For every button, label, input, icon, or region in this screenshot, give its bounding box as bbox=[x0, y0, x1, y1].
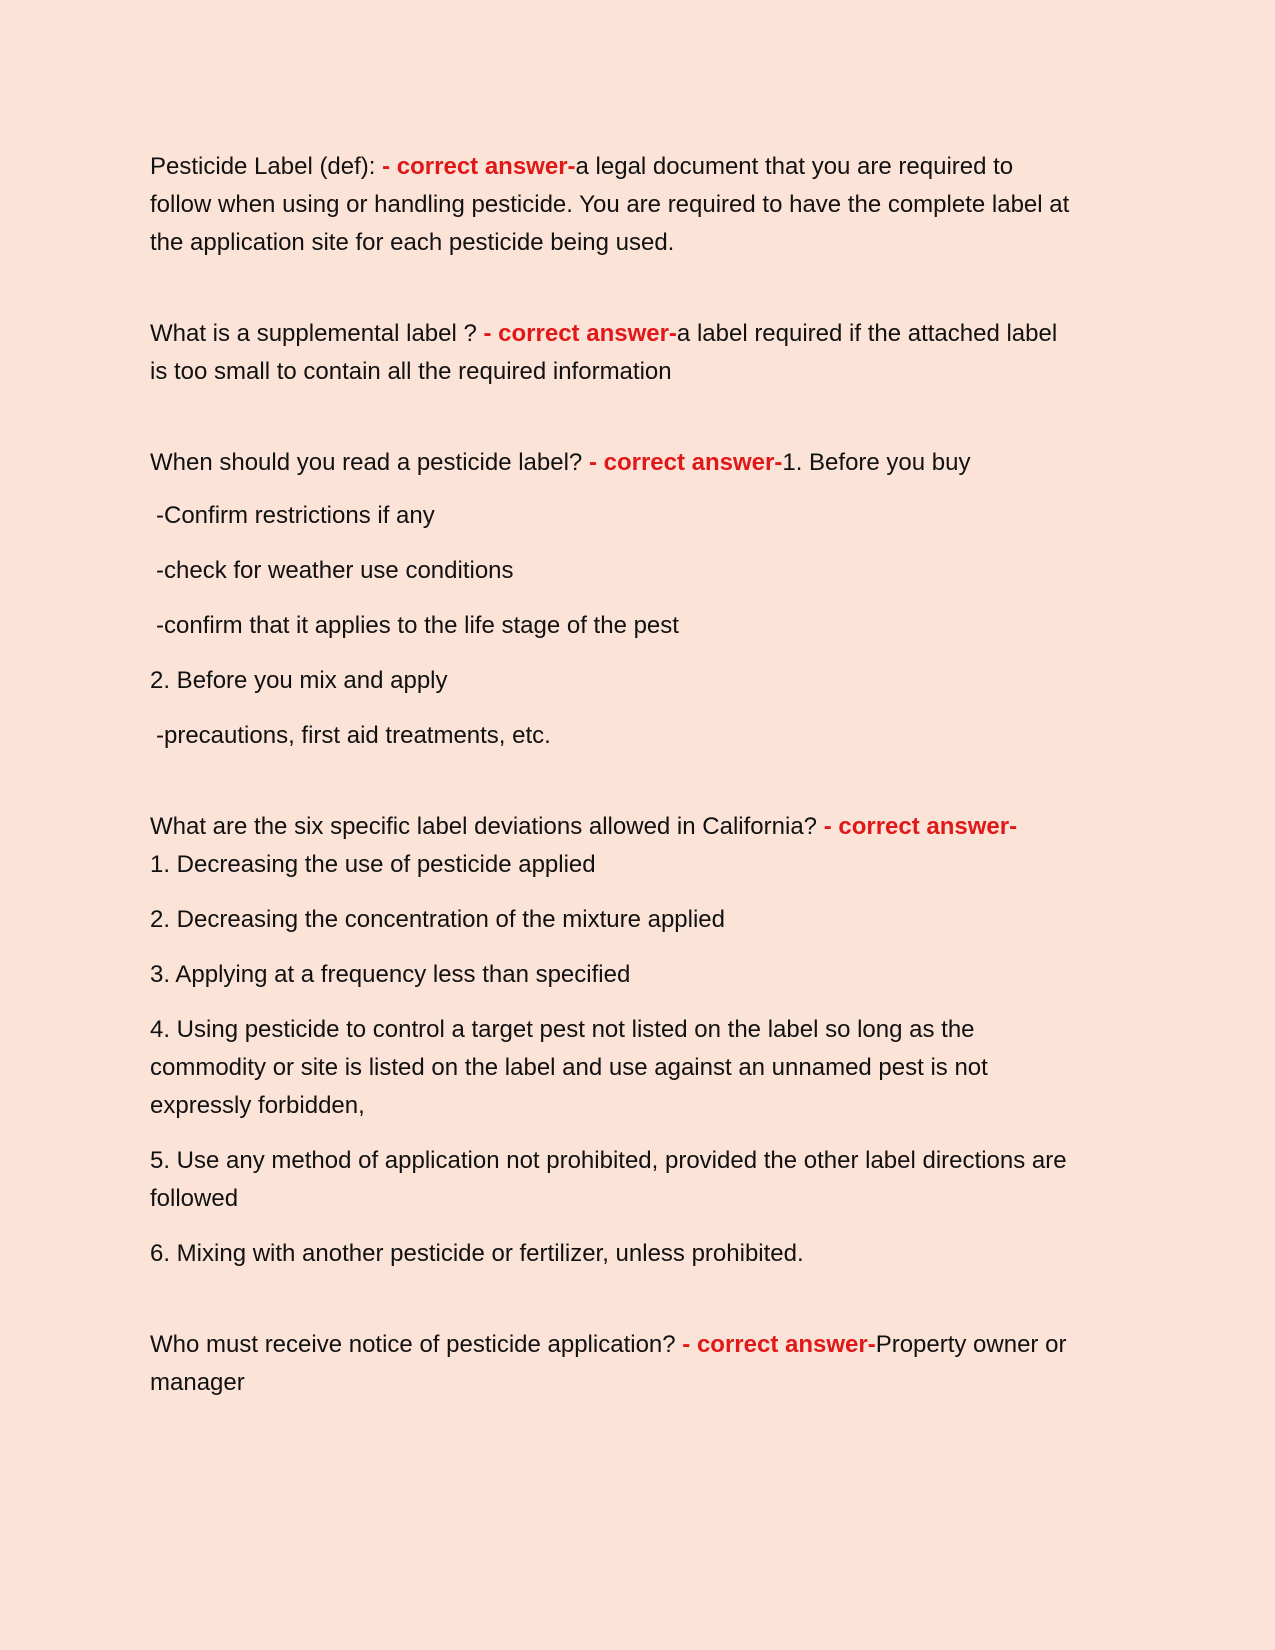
qa-item-label-deviations bbox=[150, 808, 1075, 1273]
answer-list-item: 2. Decreasing the concentration of the mixture applied bbox=[150, 906, 726, 933]
answer-list-item: -check for weather use conditions bbox=[156, 557, 514, 584]
answer-list-item: -Confirm restrictions if any bbox=[156, 502, 435, 529]
qa-item-when-read-label bbox=[150, 444, 1075, 755]
answer-text: Property owner or manager bbox=[150, 1331, 1067, 1396]
answer-list-item: 3. Applying at a frequency less than specified bbox=[150, 961, 631, 988]
answer-text: a legal document that you are required to follow when using or handling pesticide. You are required to have the complete label at the application site for each pesticide being used. bbox=[150, 153, 1070, 256]
question-text: Who must receive notice of pesticide application? bbox=[150, 1331, 683, 1358]
answer-list-item: 4. Using pesticide to control a target pest not listed on the label so long as the commodity or site is listed on the label and use against an unnamed pest is not expressly forbidden, bbox=[150, 1016, 988, 1119]
answer-marker: - correct answer- bbox=[682, 1331, 876, 1358]
answer-text: 1. Before you buy bbox=[782, 449, 971, 476]
qa-item-notice-recipient bbox=[150, 1326, 1075, 1402]
answer-list-item: -confirm that it applies to the life stage of the pest bbox=[156, 612, 679, 639]
answer-marker: - correct answer- bbox=[588, 449, 783, 476]
answer-list-item: 6. Mixing with another pesticide or fertilizer, unless prohibited. bbox=[150, 1240, 804, 1267]
answer-list-item: 5. Use any method of application not prohibited, provided the other label directions are followed bbox=[150, 1147, 1067, 1212]
question-text: What is a supplemental label ? bbox=[150, 320, 484, 347]
question-text: Pesticide Label (def): bbox=[150, 153, 383, 180]
question-text: What are the six specific label deviations allowed in California? bbox=[150, 813, 824, 840]
qa-item-pesticide-label bbox=[150, 148, 1075, 262]
qa-line bbox=[150, 808, 1075, 846]
qa-line bbox=[150, 315, 1075, 391]
qa-item-supplemental-label bbox=[150, 315, 1075, 391]
question-text: When should you read a pesticide label? bbox=[150, 449, 589, 476]
qa-line bbox=[150, 1326, 1075, 1402]
answer-marker: - correct answer- bbox=[382, 153, 576, 180]
answer-list-item: 2. Before you mix and apply bbox=[150, 667, 448, 694]
answer-list-item: 1. Decreasing the use of pesticide applied bbox=[150, 851, 596, 878]
answer-marker: - correct answer- bbox=[483, 320, 677, 347]
qa-line bbox=[150, 148, 1075, 262]
answer-list-item: -precautions, first aid treatments, etc. bbox=[156, 722, 551, 749]
qa-line bbox=[150, 444, 1075, 482]
answer-text: a label required if the attached label is too small to contain all the required information bbox=[150, 320, 1058, 385]
answer-marker: - correct answer- bbox=[823, 813, 1018, 840]
